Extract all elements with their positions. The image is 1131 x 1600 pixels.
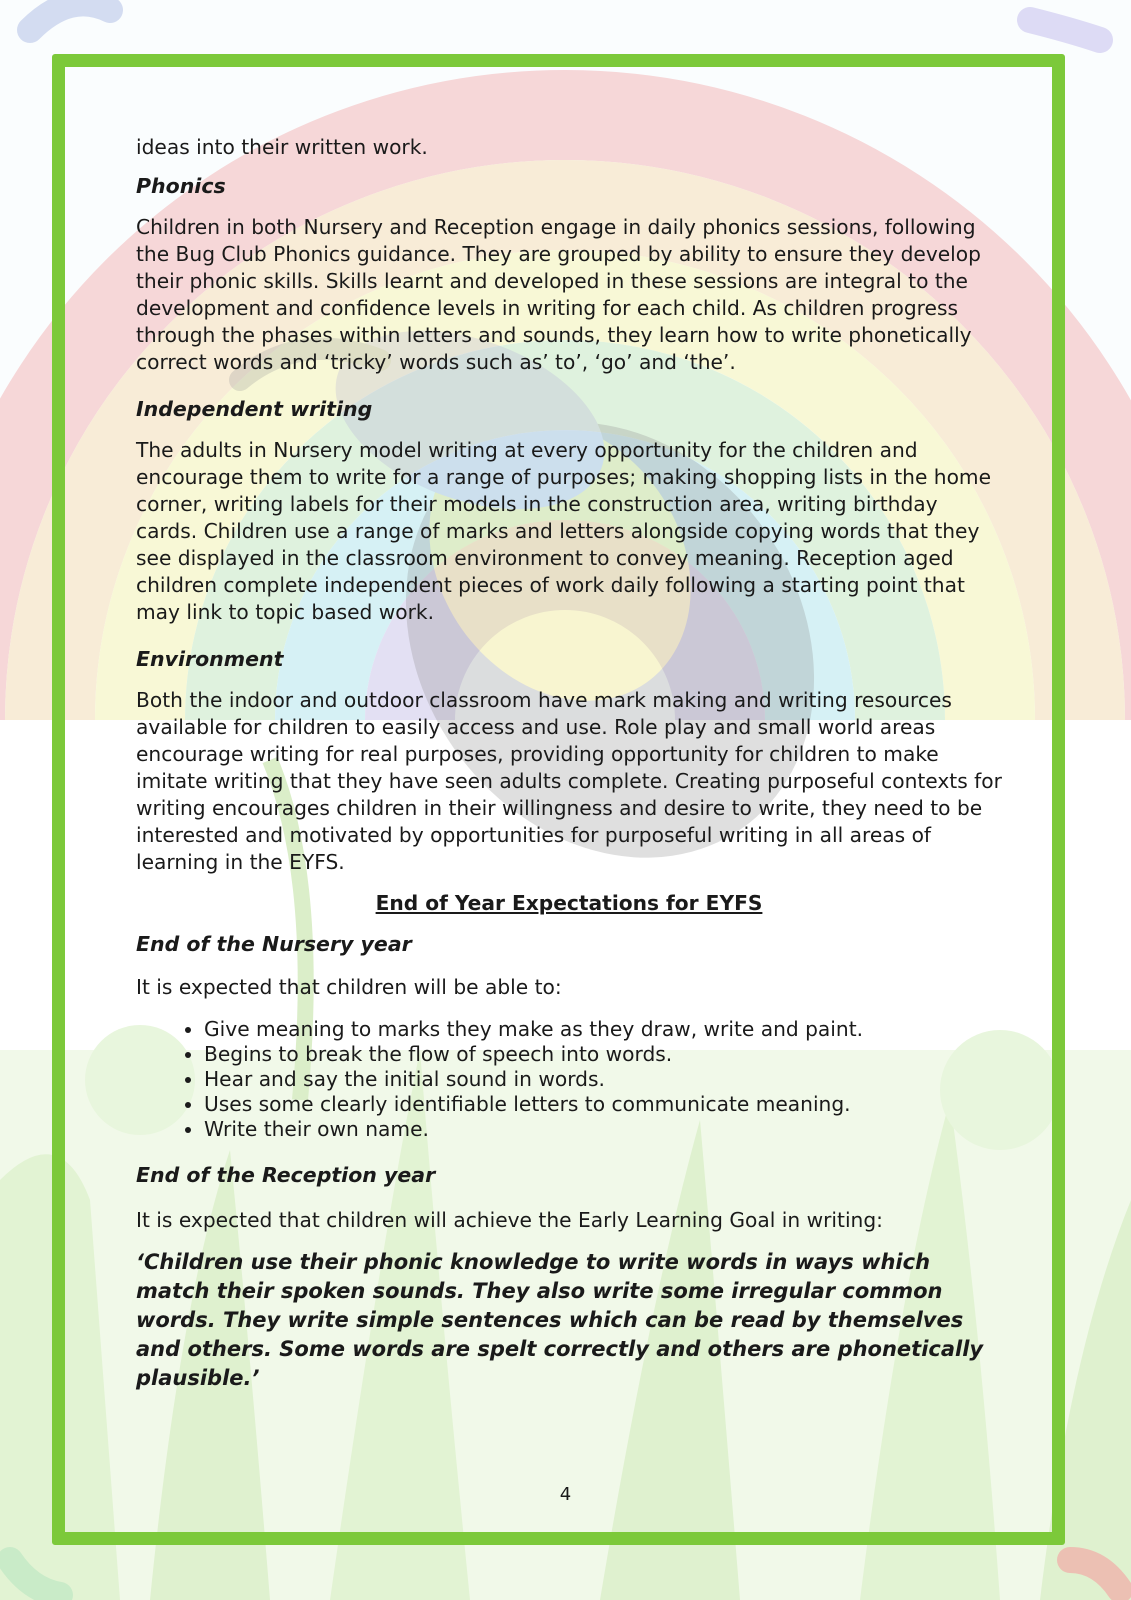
- section-heading-phonics: Phonics: [136, 174, 226, 198]
- nursery-heading: End of the Nursery year: [136, 932, 412, 956]
- page-number: 4: [559, 1484, 572, 1505]
- early-learning-goal-quote: ‘Children use their phonic knowledge to write words in ways which match their spoken sounds. They also write some irregular common words. They write simple sentences which can be read by themselves and others. Some words are spelt correctly and others are phonetically plausible.’: [136, 1250, 984, 1390]
- section-text-environment: Both the indoor and outdoor classroom have mark making and writing resources available for children to easily access and use. Role play and small world areas encourage writing for real purposes, providing opportunity for children to make imitate writing that they have seen adults complete. Creating purposeful contexts for writing encourages children in their willingness and desire to write, they need to be interested and motivated by opportunities for purposeful writing in all areas of learning in the EYFS.: [136, 688, 1002, 874]
- nursery-intro: It is expected that children will be able to:: [136, 975, 562, 999]
- list-item: • Hear and say the initial sound in words.: [204, 1067, 1002, 1092]
- expectations-title: End of Year Expectations for EYFS: [375, 891, 763, 915]
- list-item: • Give meaning to marks they make as they draw, write and paint.: [204, 1017, 1002, 1042]
- reception-intro: It is expected that children will achieve the Early Learning Goal in writing:: [136, 1208, 883, 1232]
- section-text-phonics: Children in both Nursery and Reception engage in daily phonics sessions, following the Bug Club Phonics guidance. They are grouped by ability to ensure they develop their phonic skills. Skills learnt and developed in these sessions are integral to the development and confidence levels in writing for each child. As children progress through the phases within letters and sounds, they learn how to write phonetically correct words and ‘tricky’ words such as’ to’, ‘go’ and ‘the’.: [136, 215, 981, 374]
- list-item: • Write their own name.: [204, 1117, 1002, 1142]
- nursery-expectations-list: [136, 1017, 1002, 1142]
- list-item: • Begins to break the flow of speech into words.: [204, 1042, 1002, 1067]
- document-body: [136, 134, 1002, 1393]
- list-item: • Uses some clearly identifiable letters to communicate meaning.: [204, 1092, 1002, 1117]
- intro-fragment: ideas into their written work.: [136, 135, 428, 159]
- section-heading-independent-writing: Independent writing: [136, 397, 373, 421]
- reception-heading: End of the Reception year: [136, 1163, 436, 1187]
- section-heading-environment: Environment: [136, 647, 284, 671]
- section-text-independent-writing: The adults in Nursery model writing at every opportunity for the children and encourage them to write for a range of purposes; making shopping lists in the home corner, writing labels for their models in the construction area, writing birthday cards. Children use a range of marks and letters alongside copying words that they see displayed in the classroom environment to convey meaning. Reception aged children complete independent pieces of work daily following a starting point that may link to topic based work.: [136, 438, 992, 624]
